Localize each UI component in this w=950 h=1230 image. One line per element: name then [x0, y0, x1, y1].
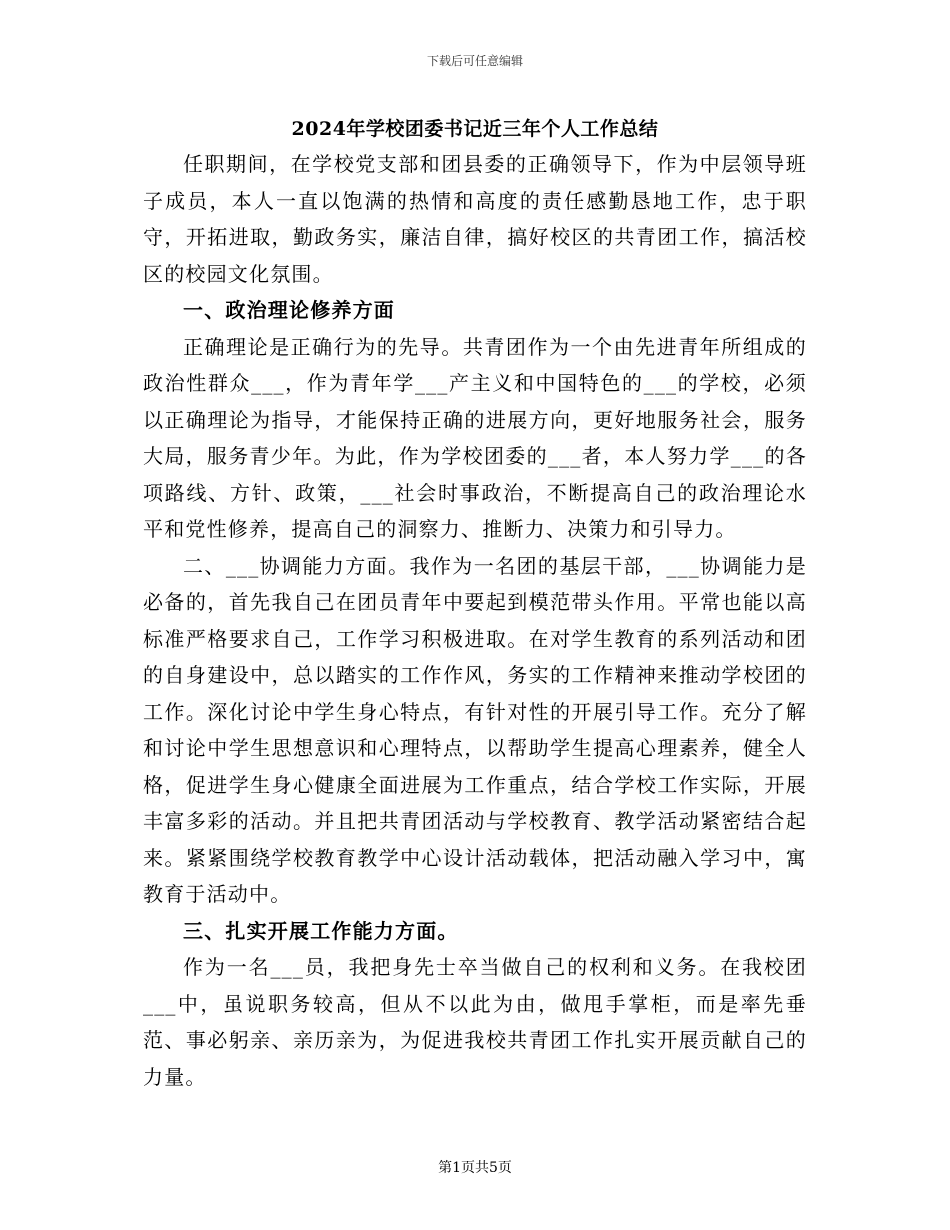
paragraph-political-theory: 正确理论是正确行为的先导。共青团作为一个由先进青年所组成的政治性群众___，作为青年学___产主义和中国特色的___的学校，必须以正确理论为指导，才能保持正确的进展方向，更好地服务社会，服务大局，服务青少年。为此，作为学校团委的___者，本人努力学___的各项路线、方针、政策，___社会时事政治，不断提高自己的政治理论水平和党性修养，提高自己的洞察力、推断力、决策力和引导力。	[143, 334, 807, 541]
paragraph-coordination-ability: 二、___协调能力方面。我作为一名团的基层干部，___协调能力是必备的，首先我自己在团员青年中要起到模范带头作用。平常也能以高标准严格要求自己，工作学习积极进取。在对学生教育的系列活动和团的自身建设中，总以踏实的工作作风，务实的工作精神来推动学校团的工作。深化讨论中学生身心特点，有针对性的开展引导工作。充分了解和讨论中学生思想意识和心理特点，以帮助学生提高心理素养，健全人格，促进学生身心健康全面进展为工作重点，结合学校工作实际，开展丰富多彩的活动。并且把共青团活动与学校教育、教学活动紧密结合起来。紧紧围绕学校教育教学中心设计活动载体，把活动融入学习中，寓教育于活动中。	[143, 553, 807, 906]
page-number: 第1页共5页	[438, 1160, 512, 1176]
document-body	[143, 146, 807, 1095]
section-heading-political-theory: 一、政治理论修养方面	[183, 298, 395, 322]
section-heading-work-ability: 三、扎实开展工作能力方面。	[183, 918, 459, 943]
paragraph-work-ability: 作为一名___员，我把身先士卒当做自己的权利和义务。在我校团___中，虽说职务较高，但从不以此为由，做甩手掌柜，而是率先垂范、事必躬亲、亲历亲为，为促进我校共青团工作扎实开展贡献自己的力量。	[143, 955, 807, 1089]
header-note: 下载后可任意编辑	[426, 54, 523, 68]
document-title: 2024年学校团委书记近三年个人工作总结	[291, 118, 659, 140]
paragraph-intro: 任职期间，在学校党支部和团县委的正确领导下，作为中层领导班子成员，本人一直以饱满的热情和高度的责任感勤恳地工作，忠于职守，开拓进取，勤政务实，廉洁自律，搞好校区的共青团工作，搞活校区的校园文化氛围。	[143, 152, 807, 286]
